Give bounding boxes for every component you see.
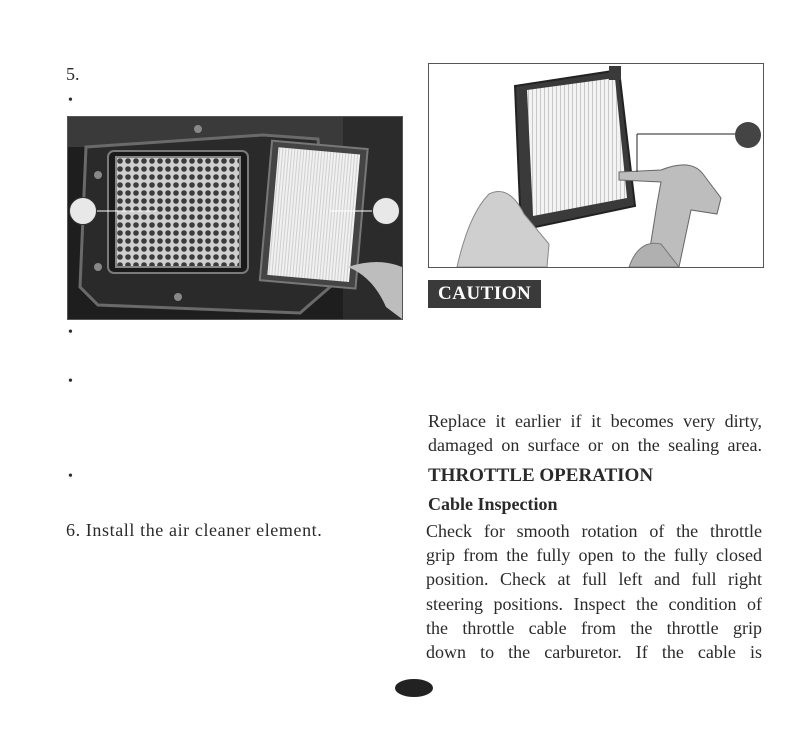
page-number-badge (395, 679, 433, 697)
bullet-3: • (68, 374, 73, 389)
step-5-number: 5. (66, 64, 80, 84)
body-line: steering positions. Inspect the condition of (426, 593, 762, 614)
section-title: THROTTLE OPERATION (428, 465, 654, 486)
replace-line: Replace it earlier if it becomes very dirty, (428, 411, 762, 431)
body-line: Check for smooth rotation of the throttle (426, 521, 762, 541)
subsection-title: Cable Inspection (428, 494, 558, 514)
bullet-4: • (68, 469, 73, 484)
bullet-1: • (68, 93, 73, 108)
body-line: grip from the fully open to the fully closed (426, 545, 762, 566)
replace-line: damaged on surface or on the sealing area. (428, 435, 762, 456)
air-cleaner-housing-photo (67, 116, 403, 320)
bullet-2: • (68, 325, 73, 340)
caution-label: CAUTION (428, 280, 541, 308)
body-line: down to the carburetor. If the cable is (426, 642, 762, 663)
body-line: the throttle cable from the throttle grip (426, 617, 762, 638)
cable-inspection-body (426, 519, 762, 664)
callout-marker-right (372, 197, 400, 225)
step-6-text: 6. Install the air cleaner element. (66, 520, 323, 540)
callout-marker-left (69, 197, 97, 225)
air-blow-gun-photo (428, 63, 764, 268)
replace-note (428, 409, 762, 457)
body-line: position. Check at full left and full right (426, 569, 762, 590)
callout-marker-gun (735, 122, 761, 148)
